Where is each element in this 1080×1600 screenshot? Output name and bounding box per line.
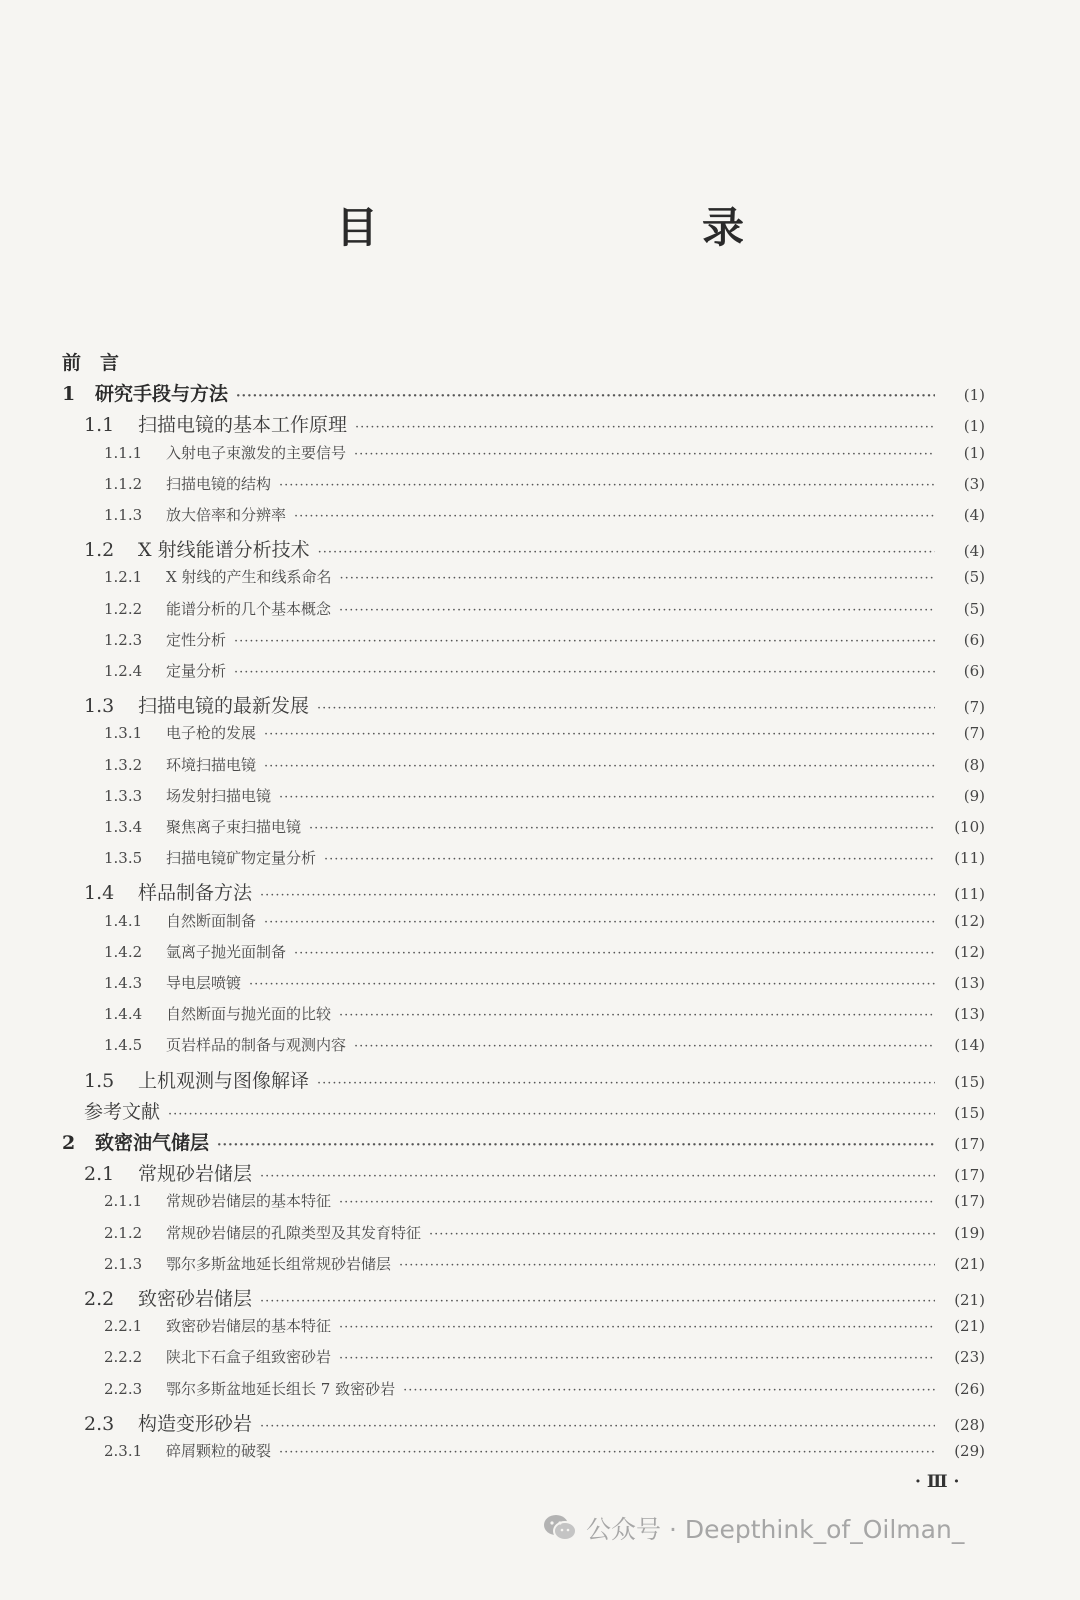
toc-entry-title: 样品制备方法: [138, 882, 253, 905]
toc-entry-title: 页岩样品的制备与观测内容: [166, 1036, 347, 1055]
toc-entry-page: (17): [954, 1166, 985, 1185]
toc-entry[interactable]: [84, 1284, 985, 1314]
toc-entry[interactable]: [104, 1315, 985, 1345]
toc-entry-title: 扫描电镜的结构: [166, 474, 272, 493]
toc-entry-number: 1.2.2: [104, 599, 143, 618]
toc-entry-number: 1.1.3: [104, 506, 143, 524]
toc-entry-number: 2.2.2: [104, 1348, 143, 1367]
toc-entry-title: 场发射扫描电镜: [166, 786, 272, 805]
toc-entry-number: 2.3.1: [104, 1442, 143, 1460]
leader-dots: [354, 447, 935, 462]
toc-entry[interactable]: [104, 941, 985, 971]
toc-entry[interactable]: [104, 847, 985, 877]
toc-entry-page: (1): [963, 443, 985, 462]
toc-entry-title: 碎屑颗粒的破裂: [166, 1442, 272, 1460]
toc-entry-number: 1.1.1: [104, 443, 143, 462]
toc-entry-page: (13): [954, 974, 985, 992]
leader-dots: [294, 946, 935, 961]
toc-entry[interactable]: [104, 442, 985, 472]
toc-entry[interactable]: [104, 1378, 985, 1408]
toc-entry[interactable]: [84, 878, 985, 908]
toc-entry-title: 致密油气储层: [95, 1132, 210, 1154]
toc-entry-number: 1.4.1: [104, 911, 143, 930]
leader-dots: [279, 790, 935, 805]
toc-entry-page: (11): [954, 885, 985, 904]
toc-entry-number: 1.4.4: [104, 1005, 143, 1024]
toc-entry-page: (21): [954, 1317, 985, 1336]
toc-entry-page: (10): [954, 818, 985, 836]
toc-entry-number: 1.4: [84, 882, 115, 905]
toc-entry[interactable]: [84, 535, 985, 565]
toc-entry-title: 扫描电镜矿物定量分析: [166, 849, 317, 868]
toc-entry-number: 1.3.3: [104, 786, 143, 805]
toc-entry-number: 1.4.3: [104, 974, 143, 992]
toc-entry-title: 定量分析: [166, 662, 227, 680]
leader-dots: [429, 1227, 935, 1242]
toc-entry-title: X 射线能谱分析技术: [138, 539, 310, 562]
toc-entry-number: 1.2.3: [104, 630, 143, 649]
leader-dots: [318, 545, 935, 560]
toc-entry[interactable]: [104, 1222, 985, 1252]
toc-entry[interactable]: [104, 722, 985, 752]
toc-entry[interactable]: [104, 1190, 985, 1220]
leader-dots: [260, 1419, 935, 1434]
leader-dots: [234, 634, 935, 649]
toc-entry[interactable]: [104, 1034, 985, 1064]
toc-entry-page: (26): [954, 1379, 985, 1398]
toc-entry[interactable]: [104, 1346, 985, 1376]
leader-dots: [260, 1294, 935, 1309]
toc-entry-title: 环境扫描电镜: [166, 755, 257, 774]
toc-entry[interactable]: [84, 410, 985, 440]
toc-entry-page: (12): [954, 942, 985, 961]
toc-entry-page: (15): [954, 1072, 985, 1091]
toc-entry-number: 1.4.5: [104, 1036, 143, 1055]
toc-entry-title: 构造变形砂岩: [138, 1412, 253, 1435]
toc-entry-number: 2.2.1: [104, 1317, 143, 1336]
toc-entry-title: X 射线的产生和线系命名: [166, 568, 332, 587]
toc-entry-page: (6): [963, 662, 985, 680]
toc-entry[interactable]: [84, 1159, 985, 1189]
toc-entry-page: (6): [963, 630, 985, 649]
toc-entry-title: 常规砂岩储层的孔隙类型及其发育特征: [166, 1223, 422, 1242]
toc-entry-page: (4): [963, 542, 985, 561]
leader-dots: [264, 915, 935, 930]
toc-entry-page: (17): [954, 1192, 985, 1211]
leader-dots: [339, 1195, 935, 1210]
toc-entry-title: 自然断面与抛光面的比较: [166, 1005, 332, 1024]
toc-entry-number: 2: [62, 1132, 76, 1154]
toc-entry-page: (17): [954, 1135, 985, 1153]
toc-entry[interactable]: [84, 1409, 985, 1439]
toc-entry-title: 致密砂岩储层的基本特征: [166, 1317, 332, 1336]
leader-dots: [339, 1008, 935, 1023]
toc-entry-page: (19): [954, 1223, 985, 1242]
toc-entry-title: 鄂尔多斯盆地延长组常规砂岩储层: [166, 1254, 392, 1273]
toc-entry-number: 2.1: [84, 1163, 115, 1186]
leader-dots: [260, 888, 935, 903]
toc-entry[interactable]: [84, 691, 985, 721]
toc-entry-number: 2.2.3: [104, 1379, 143, 1398]
toc-entry-page: (1): [963, 417, 985, 436]
toc-entry-title: 研究手段与方法: [95, 383, 229, 406]
leader-dots: [279, 478, 935, 493]
wechat-icon: [542, 1513, 578, 1543]
toc-entry-number: 2.1.1: [104, 1192, 143, 1211]
toc-entry[interactable]: [104, 785, 985, 815]
toc-entry[interactable]: [104, 816, 985, 846]
toc-entry-title: 致密砂岩储层: [138, 1288, 253, 1310]
toc-entry-title: 自然断面制备: [166, 911, 257, 930]
leader-dots: [217, 1138, 935, 1153]
toc-entry-page: (14): [954, 1036, 985, 1055]
toc-entry-page: (4): [963, 506, 985, 524]
toc-entry-page: (21): [954, 1291, 985, 1309]
toc-entry-page: (5): [963, 599, 985, 618]
toc-entry[interactable]: [104, 566, 985, 596]
watermark-text: 公众号 · Deepthink_of_Oilman_: [586, 1515, 965, 1544]
toc-entry[interactable]: [62, 348, 985, 378]
toc-entry-page: (1): [963, 386, 985, 405]
toc-entry-page: (5): [963, 568, 985, 587]
toc-entry-number: 2.2: [84, 1288, 115, 1310]
leader-dots: [234, 665, 935, 680]
leader-dots: [294, 509, 935, 524]
leader-dots: [279, 1445, 935, 1460]
toc-entry-number: 2.3: [84, 1412, 115, 1435]
toc-entry-number: 1.3.2: [104, 755, 143, 774]
leader-dots: [236, 389, 935, 404]
toc-entry[interactable]: [84, 1097, 985, 1127]
toc-entry-number: 1.1: [84, 414, 115, 437]
toc-entry-number: 1.3.1: [104, 724, 143, 743]
leader-dots: [403, 1383, 935, 1398]
leader-dots: [354, 1039, 935, 1054]
toc-entry-number: 参考文献: [84, 1100, 161, 1123]
toc-entry-page: (11): [954, 849, 985, 868]
toc-entry-page: (29): [954, 1442, 985, 1460]
toc-entry-page: (28): [954, 1415, 985, 1434]
toc-entry-page: (9): [963, 786, 985, 805]
toc-entry-number: 1.3: [84, 695, 115, 718]
toc-entry-title: 常规砂岩储层的基本特征: [166, 1192, 332, 1211]
toc-entry[interactable]: [104, 660, 985, 690]
toc-entry-number: 1.2: [84, 539, 115, 562]
leader-dots: [339, 1351, 935, 1366]
leader-dots: [339, 603, 935, 618]
toc-entry-page: (13): [954, 1005, 985, 1024]
toc-entry-number: 前 言: [62, 352, 120, 374]
leader-dots: [260, 1169, 935, 1184]
leader-dots: [264, 727, 935, 742]
toc-entry[interactable]: [62, 1128, 985, 1158]
toc-entry-page: (21): [954, 1254, 985, 1273]
toc-entry-title: 导电层喷镀: [166, 974, 242, 992]
toc-entry-number: 2.1.2: [104, 1223, 143, 1242]
leader-dots: [249, 977, 935, 992]
toc-entry[interactable]: [104, 1440, 985, 1470]
leader-dots: [264, 759, 935, 774]
toc-entry[interactable]: [62, 379, 985, 409]
toc-entry-title: 定性分析: [166, 630, 227, 649]
toc-entry-page: (23): [954, 1348, 985, 1367]
leader-dots: [339, 1320, 935, 1335]
toc-entry-title: 聚焦离子束扫描电镜: [166, 818, 302, 836]
toc-entry-page: (7): [963, 698, 985, 717]
leader-dots: [399, 1258, 935, 1273]
toc-entry-title: 鄂尔多斯盆地延长组长 7 致密砂岩: [166, 1379, 396, 1398]
leader-dots: [355, 420, 935, 435]
toc-entry-title: 常规砂岩储层: [138, 1163, 253, 1186]
page-number: · Ⅲ ·: [915, 1472, 960, 1492]
leader-dots: [339, 571, 935, 586]
watermark: [542, 1510, 964, 1546]
toc-entry[interactable]: [104, 473, 985, 503]
toc-entry[interactable]: [104, 754, 985, 784]
toc-entry-page: (12): [954, 911, 985, 930]
toc-entry[interactable]: [104, 629, 985, 659]
toc-entry[interactable]: [104, 910, 985, 940]
toc-entry-title: 扫描电镜的最新发展: [138, 695, 310, 718]
leader-dots: [317, 701, 935, 716]
toc-entry-number: 1.3.4: [104, 818, 143, 836]
toc-entry-title: 陕北下石盒子组致密砂岩: [166, 1348, 332, 1367]
leader-dots: [324, 852, 935, 867]
toc-entry-title: 放大倍率和分辨率: [166, 506, 287, 524]
toc-entry[interactable]: [104, 1253, 985, 1283]
leader-dots: [168, 1107, 935, 1122]
toc-entry-title: 氩离子抛光面制备: [166, 942, 287, 961]
toc-entry-title: 电子枪的发展: [166, 724, 257, 743]
leader-dots: [309, 821, 935, 836]
toc-entry-number: 1.5: [84, 1069, 115, 1092]
toc-entry-page: (15): [954, 1103, 985, 1122]
toc-entry-title: 入射电子束激发的主要信号: [166, 443, 347, 462]
toc-entry-number: 1.4.2: [104, 942, 143, 961]
toc-entry-number: 1.2.4: [104, 662, 143, 680]
toc-entry-number: 1.2.1: [104, 568, 143, 587]
toc-entry-title: 扫描电镜的基本工作原理: [138, 414, 348, 437]
toc-entry-page: (7): [963, 724, 985, 743]
toc-entry-title: 上机观测与图像解译: [138, 1069, 310, 1092]
toc-entry[interactable]: [104, 972, 985, 1002]
page-title: 目 录: [335, 203, 824, 252]
toc-entry-number: 2.1.3: [104, 1254, 143, 1273]
toc-entry-number: 1.1.2: [104, 474, 143, 493]
toc-entry[interactable]: [104, 1003, 985, 1033]
toc-entry[interactable]: [84, 1066, 985, 1096]
toc-entry-title: 能谱分析的几个基本概念: [166, 599, 332, 618]
toc-entry-page: (3): [963, 474, 985, 493]
toc-entry-number: 1: [62, 383, 76, 406]
toc-entry-number: 1.3.5: [104, 849, 143, 868]
toc-entry[interactable]: [104, 504, 985, 534]
toc-entry[interactable]: [104, 598, 985, 628]
toc-entry-page: (8): [963, 755, 985, 774]
leader-dots: [317, 1076, 935, 1091]
